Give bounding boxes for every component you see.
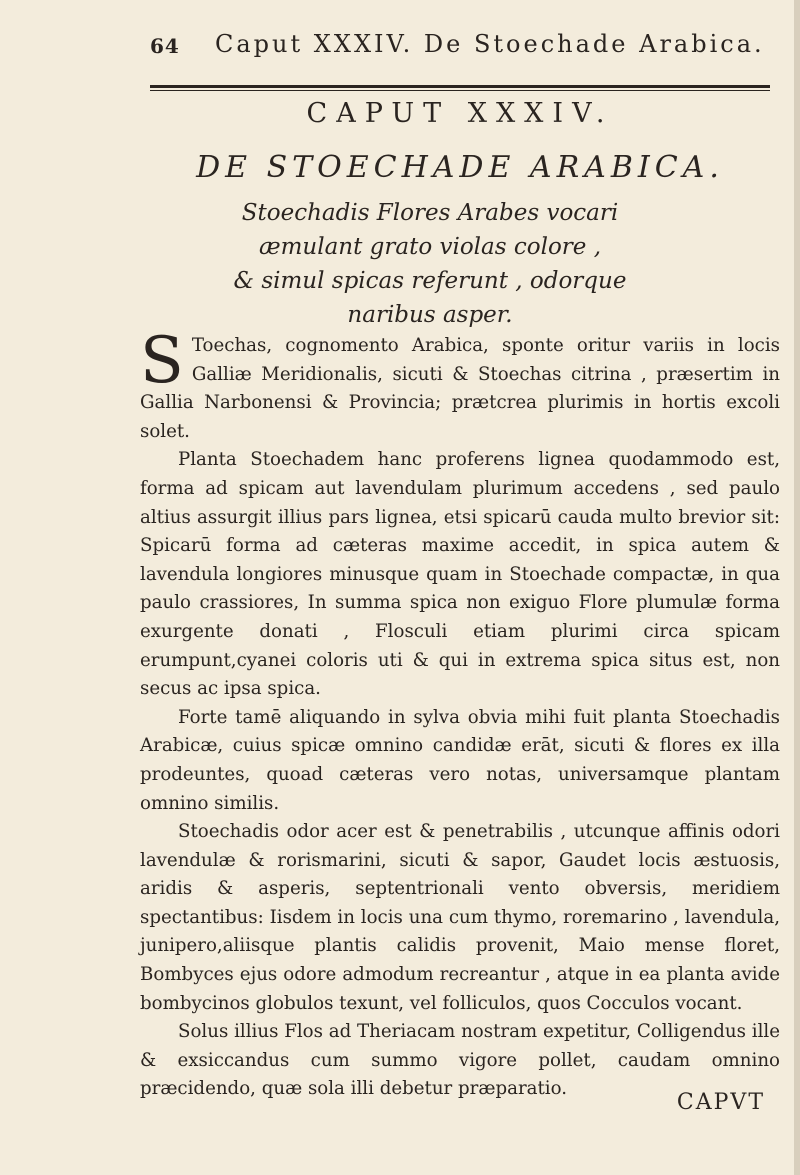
paragraph: Planta Stoechadem hanc proferens lignea quodammodo est, forma ad spicam aut lavendulam plurimum accedens , sed paulo altius assurgit illius pars lignea, etsi spicarū cauda multo brevior sit: Spicarū forma ad cæteras maxime accedit, in spica autem & lavendula longiores minusque quam in Stoechade compactæ, in qua paulo crassiores, In summa spica non exiguo Flore plumulæ forma exurgente donati , Flosculi etiam plurimi circa spicam erumpunt,cyanei coloris uti & qui in extrema spica situs est, non secus ac ipsa spica. — [140, 449, 780, 700]
paragraph: Solus illius Flos ad Theriacam nostram expetitur, Colligendus ille & exsiccandus cum summo vigore pollet, caudam omnino præcidendo, quæ sola illi debetur præparatio. — [140, 1021, 780, 1100]
catchword: CAPVT — [676, 1090, 765, 1115]
page-number: 64 — [150, 34, 180, 58]
chapter-subject: DE STOECHADE ARABICA. — [196, 150, 724, 185]
drop-cap: S — [140, 324, 184, 398]
summary-line: æmulant grato violas colore , — [258, 234, 602, 260]
summary-line: Stoechadis Flores Arabes vocari — [241, 200, 619, 226]
page-edge — [794, 0, 800, 1175]
chapter-title: CAPUT XXXIV. — [306, 98, 614, 129]
paragraph: Stoechadis odor acer est & penetrabilis , utcunque affinis odori lavendulæ & rorismarini, sicuti & sapor, Gaudet locis æstuosis, aridis & asperis, septentrionali vento obversis, meridiem spectantibus: Iisdem in locis una cum thymo, roremarino , lavendula, junipero,aliisque plantis calidis provenit, Maio mense floret, Bombyces ejus odore admodum recreantur , atque in ea planta avide bombycinos globulos texunt, vel folliculos, quos Cocculos vocant. — [140, 821, 780, 1014]
paragraph-text: Toechas, cognomento Arabica, sponte oritur variis in locis Galliæ Meridionalis, sicuti & Stoechas citrina , præsertim in Gallia Narbonensi & Provincia; prætcrea plurimis in hortis excoli solet. — [140, 335, 780, 442]
paragraph: Forte tamē aliquando in sylva obvia mihi fuit planta Stoechadis Arabicæ, cuius spicæ omnino candidæ erāt, sicuti & flores ex illa prodeuntes, quoad cæteras vero notas, universamque plantam omnino similis. — [140, 706, 780, 814]
summary-line: naribus asper. — [347, 302, 513, 328]
paragraph — [140, 324, 780, 446]
summary-line: & simul spicas referunt , odorque — [233, 268, 627, 294]
header-rule-thin — [150, 90, 770, 91]
chapter-summary — [200, 196, 660, 332]
running-head — [150, 30, 770, 70]
header-rule — [150, 85, 770, 88]
running-head-title: Caput XXXIV. De Stoechade Arabica. — [215, 30, 765, 58]
body-text — [140, 324, 780, 1104]
